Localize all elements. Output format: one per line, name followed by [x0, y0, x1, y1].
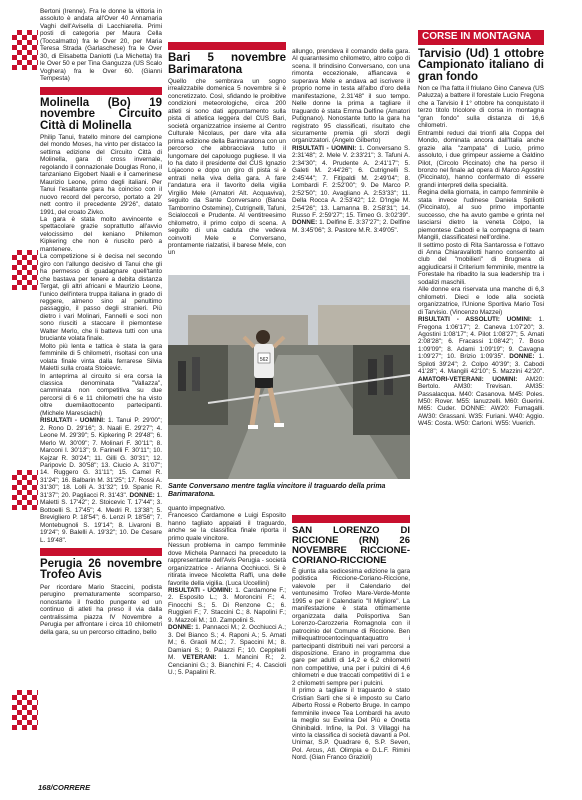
article-text: Il settimo posto di Rita Santarossa e l'ottavo di Anna Chiaravallotti hanno consentito al club del "mobilieri" di Brugnera di aggiudicarsi il Criterium femminile, mentre la Forestale ha ribadito la sua leadership tra i sodalizi maschili. — [418, 241, 544, 286]
article-text: La competizione si è decisa nel secondo giro con l'allungo decisivo di Tanui che gli ha permesso di guadagnare quell'tanto che bastava per tenere a debita distanza Tergat, gli altri africani e Maurizio Leone, l'unico dell'intera truppa italiana in grado di reggere, almeno sino al penultimo passaggio, il passo degli stranieri. Più dietro i vari Molinari, Fannelli e soci non sono riusciti a staccare il piemontese Walter Merlo, che li batteva tutti con una bruciante volata finale. — [40, 253, 162, 343]
results-values: 1. Conversano S. 2:31'48"; 2. Mele V. 2:33'21"; 3. Tafuni A. 2:34'30"; 4. Prudente A. 2:41'17"; 5. Galeti M. 2:44'26"; 6. Cutrignelli S. 2:45'44"; 7. Fitipaldi M. 2:49'04"; 8. Lombardi F. 2:52'00"; 9. De Marco P. 2:52'50"; 10. Avagliano A. 2:53'33"; 11. Della Rocca A. 2:53'42"; 12. D'Ingie M. 2:54'26"; 13. Lamanna B. 2:58'31"; 14. Russo F. 2:59'27"; 15. Timeo G. 3:02'39". — [292, 144, 410, 219]
checkered-flag-decoration — [12, 470, 38, 510]
article-text: Entrambi reduci dai trionfi alla Coppa del Mondo, dominata ancora dall'Italia anche grazie alla "zampata" di Lucio, primo assoluto, i due grimpeur assieme a Galdino Pilot, (Circolo Piccinato) che ha perso il bronzo nel finale ad opera di Marco Agostini (Piccinato), hanno confermato di essere grandi interpreti della specialità. — [418, 129, 544, 189]
results-values: 1. Tanui P. 29'00"; 2. Rono D. 29'16"; 3. Naali E. 29'27"; 4. Leone M. 29'39"; 5. Kipkering P. 29'48"; 6. Merlo W. 30'09"; 7. Molinari F. 30'11"; 8. Marconi I. 30'13"; 9. Farinelli F. 30'11"; 10. Kejzar R. 30'24"; 11. Gilli G. 30'31"; 12. Paripovic D. 30'58"; 13. Ciucio A. 31'07"; 14. Ruggero G. 31'11"; 15. Camel R. 31'24"; 16. Balbarin M. 31'25"; 17. Rossi A. 31'30"; 18. Lolli A. 31'32"; 19. Spanic R. 31'37"; 20. Pagliacci R. 31'43". — [40, 417, 162, 499]
page-footer — [38, 783, 90, 792]
article-text: Il primo a tagliare il traguardo è stato Cristian Sarti che si è imposto su Carlo Alberto Rossi e Roberto Bruge. In campo femminile invece Tea Lombardi ha avuto la meglio su Evelina Del Più e Onetta Ghinibaldi. Infine, la Pol. 3 Villaggi ha vinto la classifica di società davanti a Pol. Unimar, S.P. Quadrare 6, S.P. Seven, Pol. Arcus, Atl. Olimpia e D.L.F. Rimini Nord. (Gian Franco Grazioli) — [292, 687, 410, 762]
results-text — [40, 417, 162, 544]
results-label: DONNE: — [168, 624, 194, 632]
article-text: In anteprima al circuito si era corsa la classica denominata "Vallazza", camminata non competitiva su due percorsi di 6 e 11 chilometri che ha visto oltre duemilaottocento partecipanti. (Michele Maresciachi) — [40, 372, 162, 417]
results-values: 1. Fregona 1:06'17"; 2. Caneva 1:07'20"; 3. Agostini 1:08'17"; 4. Pilot 1:08'27"; 5. Amati 2:08'28"; 6. Fracassi 1:08'42"; 7. Boso 1:09'09"; 8. Adami 1:09'19"; 9. Cavagna 1:09'27"; 10. Brizio 1:09'35". — [418, 316, 544, 361]
column-1 — [40, 8, 162, 780]
article-heading: Bari 5 novembre Barimaratona — [168, 52, 286, 76]
results-label: VETERANI: — [182, 654, 217, 662]
race-photo — [168, 275, 410, 479]
column-2-lower — [168, 505, 286, 775]
article-text: È giunta alla sedicesima edizione la gara podistica Riccione-Coriano-Riccione, valevole per il Calendario del ventunesimo Trofeo Mare-Verde-Monte 1995 e per il Calendario "Il Migliore". La manifestazione è stata ottimamente organizzata dalla Polisportiva San Lorenzo-Carozzeria Romagnola con il patrocinio del Comune di Riccione. Ben millequattrocentocinquantaquattro i partecipanti distribuiti nei vari percorsi a disposizione. Erano in programma due gare per adulti di 14,2 e 6,2 chilometri non competitive, una per i pulcini di 4,6 chilometri e due traccati competitivi di 1 e 2 chilometri sempre per i pulcini. — [292, 568, 410, 687]
san-lorenzo-article — [292, 515, 410, 775]
article-text: Bertoni (Irenne). Fra le donne la vittoria in assoluto è andata all'Over 40 Annamaria Vaghi dell'Avisella di Lacchiarella. Primi posti di categoria per Maura Cella (Toccalmatto) fra le Over 20, per Maria Teresa Strada (Garlaschese) fra le Over 30, di Elisabetta Daniotti (La Michetta) fra le Over 50 e per Tina Ganguzza (US Scalo Voghera) fra le Over 60. (Gianni Tempesta) — [40, 8, 162, 83]
article-text: Quello che sembrava un sogno irrealizzabile domenica 5 novembre si è concretizzato. Così, sfidando le proibitive condizioni meteorologiche, circa 200 atleti si sono dati appuntamento sulla pista di atletica leggera del CUS Bari, società organizzatrice insieme al Centro Culturale Nicolaus, per dare vita alla prima edizione della Barimaratona con un percorso che abbracciava tutto il lungomare del capoluogo pugliese. Il via lo ha dato il presidente del CUS Ignazio Lojacono e dopo un giro di pista si è entrati nella viva della gara. A fare l'andatura era il favorito della vigilia Virgilio Mele (Amatori Alt. Acquaviva), seguito da Sante Conversano (Banca Tamborrino Ostemine), Cutrignelli, Tafuni, Scialoccoli e Prudente. Al ventitreesimo chilometro, il primo colpo di scena. A seguito di una caduta che vedeva coinvolti Mele e Conversano, prontamente rialzatisi, il barese Mele, con un — [168, 78, 286, 257]
results-text — [168, 624, 286, 676]
article-heading: Tarvisio (Ud) 1 ottobre Campionato italiano di gran fondo — [418, 47, 544, 83]
results-values: 1. Pannacci M.; 2. Occhiucci A.; 3. Del Bianco S.; 4. Raponi A.; 5. Amati M.; 6. Graoli M.C.; 7. Spaccini M.; 8. Damiani S.; 9. Palazzi F.; 10. Ceppitelli M. — [168, 624, 286, 662]
results-values: 1. Maletti S. 17'42"; 2. Stoicevic T. 17'44"; 3. Bottoelli S. 17'45"; 4. Medri R. 13'38"; 5. Brevigliero P. 18'54"; 6. Lenzi P. 18'56"; 7. Montebugnoli S. 19'14"; 8. Livaroni B. 19'24"; 9. Balelli A. 19'32"; 10. De Cesare L. 19'48". — [40, 491, 162, 544]
article-heading: SAN LORENZO DI RICCIONE (RN) 26 NOVEMBRE RICCIONE-CORIANO-RICCIONE — [292, 525, 410, 566]
article-text: La gara è stata molto avvincente e spettacolare grazie soprattutto all'avvio velocissimo del keniano Philemon Kipkering che non è riuscito però a mantenere. — [40, 216, 162, 253]
results-values: 1. Cardamone F.; 2. Esposito L.; 3. Moroncini F.; 4. Finocchi S.; 5. Di Renzone C.; 6. Ruggieri F.; 7. Staccini C.; 8. Napolini F.; 9. Mazzoli M.; 10. Zampolini S. — [168, 586, 286, 624]
article-text: Alle donne era riservata una manche di 6,3 chilometri. Dieci e lode alla società organizzatrice, l'Unione Sportiva Mario Tosi di Tarvisio. (Vincenzo Mazzei) — [418, 286, 544, 316]
page-number: 168 — [38, 783, 51, 792]
article-text: Philip Tanui, fratello minore del campione del mondo Moses, ha vinto per distacco la settima edizione del Circuito Città di Molinella, gara di cross invernale, regolando il connazionale Douglas Rono, il tanzaniano Eigobert Naali e il camerinese Maurizio Leone, primo degli italiani. Per Tanui l'esaltante gara ha coinciso con il nuovo record del percorso, portato a 29' nett contro il precedente 29'26", datato 1991, del croato Zivko. — [40, 134, 162, 216]
section-divider — [40, 87, 162, 95]
section-banner: CORSE IN MONTAGNA — [418, 30, 544, 45]
race-photo-illustration — [168, 275, 410, 479]
results-label: RISULTATI - UOMINI: — [168, 586, 233, 594]
article-heading: Molinella (Bo) 19 novembre Circuito Città di Molinella — [40, 96, 162, 132]
results-label: RISULTATI - UOMINI: — [292, 144, 357, 152]
article-text: quanto impegnativo. Francesco Cardamone e Luigi Esposito hanno tagliato appaiati il traguardo, anche se la classifica finale riporta il primo quale vincitore. Nessun problema in campo femminile dove Michela Pannacci ha preceduto la rappresentante dell'Avis Perugia - società organizzatrice - Arianna Occhiucci. Si è ritirata invece Nicoletta Raffi, una delle favorite della vigilia. (Luca Uccellini) — [168, 505, 286, 587]
checkered-flag-decoration — [12, 250, 38, 290]
results-values: 1. Delfine E. 3:37'27"; 2. Delfine M. 3:45'06"; 3. Pastore M.R. 3:49'05". — [292, 219, 410, 234]
magazine-name: /CORRERE — [50, 783, 91, 792]
article-text: Non ce l'ha fatta il friulano Gino Caneva (US Paluzza) a battere il forestale Lucio Fregona che a Tarvisio il 1° ottobre ha conquistato il terzo titolo tricolore di corsa in montagna "gran fondo" sulla distanza di 16,6 chilometri. — [418, 85, 544, 130]
section-divider — [292, 515, 410, 523]
results-text — [168, 587, 286, 624]
section-divider — [168, 42, 286, 50]
article-text: Per ricordare Mario Staccini, podista perugino prematuramente scomparso, nonostante il freddo pungente ed un continuo di atleti ha preso il via dalla centralissima piazza IV Novembre a Perugia per affrontare i circa 10 chilometri della gara, su un percorso cittadino, bello — [40, 583, 162, 636]
results-label: AMATORI-VETERANI: UOMINI: — [418, 375, 518, 383]
column-3-upper — [292, 48, 410, 270]
results-label: DONNE: — [129, 491, 155, 499]
column-2-upper — [168, 42, 286, 270]
results-text — [418, 316, 544, 428]
article-heading: Perugia 26 novembre Trofeo Avis — [40, 557, 162, 582]
results-values: 1. Spiloti 39'24"; 2. Colpo 40'39"; 3. Cabodi 41'28"; 4. Mangili 42'10"; 5. Mazzini 42'20". — [418, 353, 544, 376]
results-label: DONNE: — [509, 353, 535, 361]
results-label: DONNE: — [292, 219, 318, 227]
results-values: 1. Mancini R.; 2. Cencianini G.; 3. Bianchini F.; 4. Cascioli U.; 5. Papalini R. — [168, 654, 286, 676]
article-text: Molto più lenta e tattica è stata la gara femminile di 5 chilometri, risoltasi con una volata finale vinta dalla ferrarese Silvia Maletti sulla croata Stoicevic. — [40, 342, 162, 373]
photo-caption: Sante Conversano mentre taglia vincitore il traguardo della prima Barimaratona. — [168, 483, 386, 498]
bib-number: 562 — [259, 357, 269, 363]
section-divider — [40, 548, 162, 556]
results-label: RISULTATI - ASSOLUTI: UOMINI: — [418, 316, 532, 324]
results-text — [292, 145, 410, 234]
article-text: Regina della giornata, in campo femminile è stata invece l'udinese Daniela Spiliotti (Piccinato), al suo primo importante successo, che ha avuto gambe e grinta nel lasciarsi dietro la veneta Colpo, la piemontese Cabodi e la compagna di team Mangili, classificatesi nell'ordine. — [418, 189, 544, 242]
article-text: allungo, prendeva il comando della gara. Al quarantesimo chilometro, altro colpo di scena. Il brindisino Conversano, con una rimonta eccezionale, affiancava e superava Mele e andava ad iscrivere il proprio nome in testa all'albo d'oro della manifestazione, 2.31'48" il suo tempo. Nelle donne la prima a tagliare il traguardo è stata Emma Delfine (Amatori Putignano). Nonostante tutto la gara ha registrato 95 classificati, risultato che sicuramente premia gli sforzi degli organizzatori. (Angelo Gilberto) — [292, 48, 410, 145]
checkered-flag-decoration — [12, 690, 38, 730]
results-values: AM20: Bertolo. AM30: Trevisan. AM35: Passalacqua. M40: Casanova. M45: Poles. M50: Rover. M55: Ianuzzelli. M60: Guerini. M65: Cuder. DONNE: AW20: Fumagalli. AW30: Grassani. W35: Furiani. W40: Aggio. W45: Costa. W50: Carloni. W55: Vuerich. — [418, 375, 544, 428]
column-4 — [418, 30, 544, 530]
checkered-flag-decoration — [12, 30, 38, 70]
results-label: RISULTATI - UOMINI: — [40, 417, 106, 425]
